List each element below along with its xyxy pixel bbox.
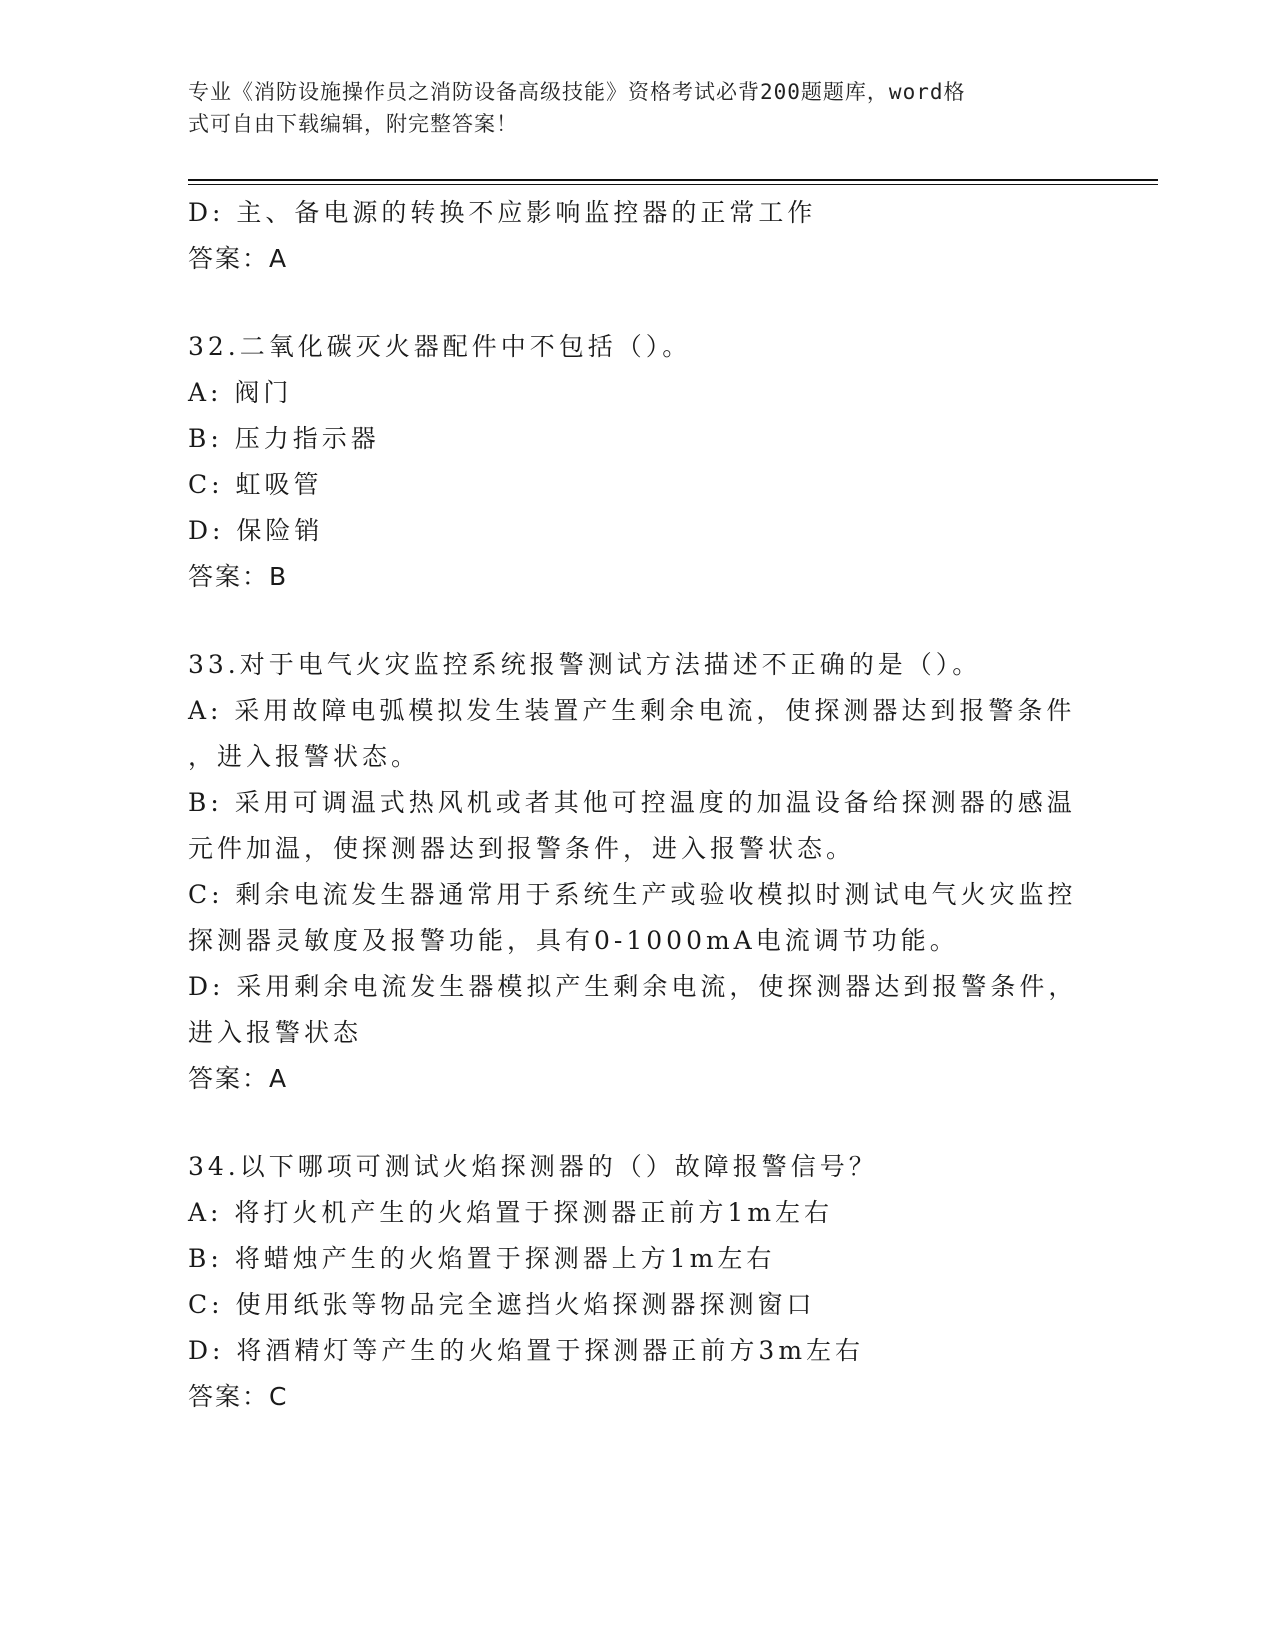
question-stem: 33.对于电气火灾监控系统报警测试方法描述不正确的是（）。 [188,650,982,679]
answer: 答案：A [188,1064,289,1093]
option-c-line-2: 探测器灵敏度及报警功能，具有0-1000mA电流调节功能。 [188,926,959,955]
option-b-line-1: B: 采用可调温式热风机或者其他可控温度的加温设备给探测器的感温 [188,788,1076,817]
question-stem: 32.二氧化碳灭火器配件中不包括（）。 [188,332,692,361]
question-31-tail [188,190,1088,282]
option-a-line-2: ，进入报警状态。 [188,742,421,771]
header-divider-thin [188,184,1158,185]
option-a-line-1: A: 采用故障电弧模拟发生装置产生剩余电流，使探测器达到报警条件 [188,696,1076,725]
option-b-line-2: 元件加温，使探测器达到报警条件，进入报警状态。 [188,834,856,863]
option-d-line-1: D: 采用剩余电流发生器模拟产生剩余电流，使探测器达到报警条件， [188,972,1078,1001]
spacer [188,282,1088,324]
option-d: D: 将酒精灯等产生的火焰置于探测器正前方3m左右 [188,1336,865,1365]
document-header [188,76,1078,140]
answer: 答案：A [188,244,289,273]
question-32 [188,324,1088,600]
option-d: D: 主、备电源的转换不应影响监控器的正常工作 [188,198,817,227]
header-divider-thick [188,179,1158,181]
question-34 [188,1144,1088,1420]
header-line-1: 专业《消防设施操作员之消防设备高级技能》资格考试必背200题题库，word格 [188,80,966,104]
answer: 答案：B [188,562,289,591]
option-a: A: 将打火机产生的火焰置于探测器正前方1m左右 [188,1198,834,1227]
option-c: C: 使用纸张等物品完全遮挡火焰探测器探测窗口 [188,1290,816,1319]
header-line-2: 式可自由下载编辑，附完整答案！ [188,112,518,136]
spacer [188,600,1088,642]
question-list [188,190,1088,1420]
question-stem: 34.以下哪项可测试火焰探测器的（）故障报警信号？ [188,1152,878,1181]
spacer [188,1102,1088,1144]
answer: 答案：C [188,1382,289,1411]
option-b: B: 将蜡烛产生的火焰置于探测器上方1m左右 [188,1244,776,1273]
option-d-line-2: 进入报警状态 [188,1018,363,1047]
option-a: A: 阀门 [188,378,293,407]
option-c: C: 虹吸管 [188,470,323,499]
option-d: D: 保险销 [188,516,324,545]
question-33 [188,642,1088,1102]
option-b: B: 压力指示器 [188,424,380,453]
option-c-line-1: C: 剩余电流发生器通常用于系统生产或验收模拟时测试电气火灾监控 [188,880,1077,909]
